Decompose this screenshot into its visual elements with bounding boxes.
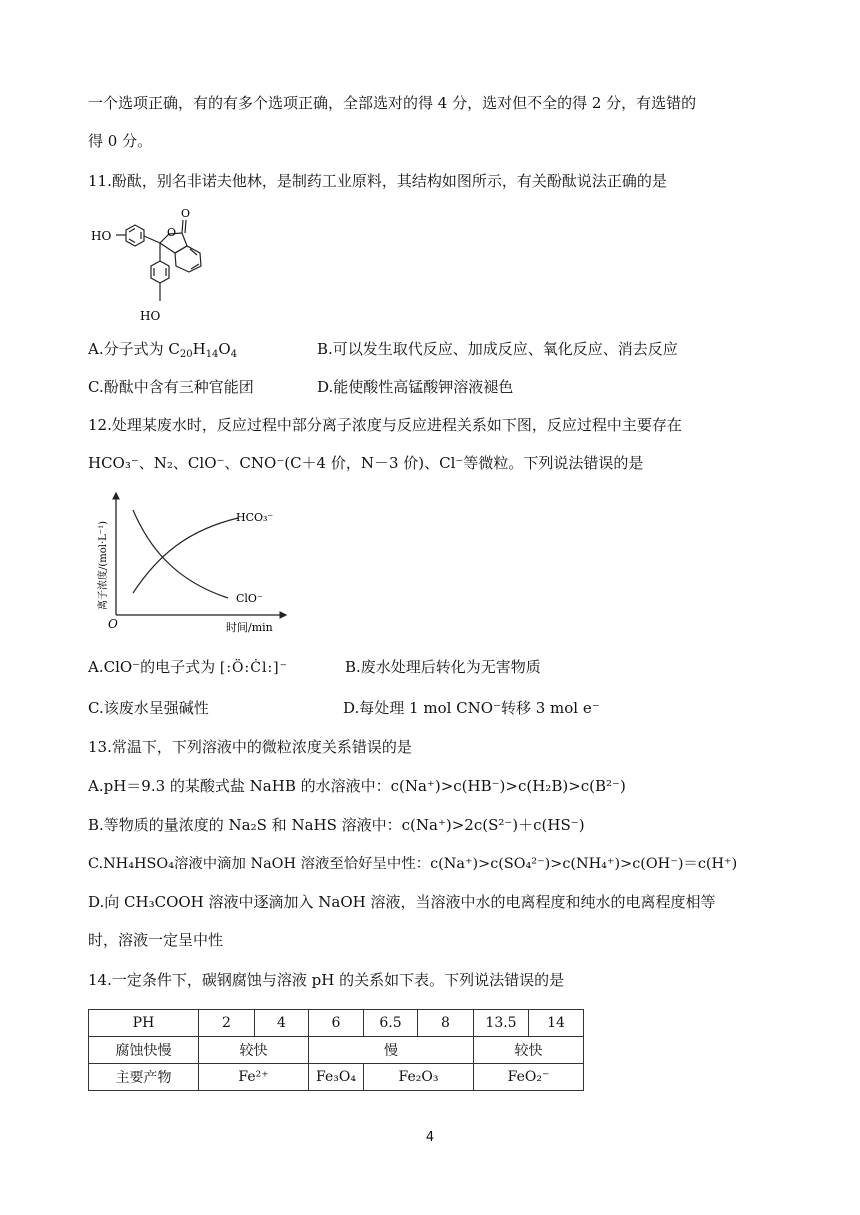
q13-option-b: B.等物质的量浓度的 Na₂S 和 NaHS 溶液中：c(Na⁺)>2c(S²⁻)＋c(HS⁻)	[88, 816, 585, 834]
struct-ho-bottom: HO	[140, 309, 161, 323]
y-axis-label: 离子浓度/(mol·L⁻¹)	[98, 521, 109, 610]
q12-option-a: A.ClO⁻的电子式为 [:Ö:Ċl:]⁻	[88, 658, 289, 676]
q13-stem: 13.常温下，下列溶液中的微粒浓度关系错误的是	[88, 738, 412, 756]
q13-option-c: C.NH₄HSO₄溶液中滴加 NaOH 溶液至恰好呈中性：c(Na⁺)>c(SO₄²⁻)>c(NH₄⁺)>c(OH⁻)＝c(H⁺)	[88, 856, 738, 872]
q11-option-a: A.分子式为 $C_{20}H_{14}O_4$	[88, 340, 238, 360]
table-row: PH 2 4 6 6.5 8 13.5 14	[89, 1010, 584, 1037]
q12-stem-1: 12.处理某废水时，反应过程中部分离子浓度与反应进程关系如下图，反应过程中主要存在	[88, 416, 682, 434]
q12-option-c: C.该废水呈强碱性	[88, 699, 209, 717]
x-axis-label: 时间/min	[226, 621, 273, 634]
phenolphthalein-structure	[88, 203, 238, 328]
q14-stem: 14.一定条件下，碳钢腐蚀与溶液 pH 的关系如下表。下列说法错误的是	[88, 971, 565, 989]
q11-option-b: B.可以发生取代反应、加成反应、氧化反应、消去反应	[317, 340, 678, 358]
origin-label: O	[108, 617, 118, 631]
q12-option-d: D.每处理 1 mol CNO⁻转移 3 mol e⁻	[343, 699, 600, 717]
page-number: 4	[425, 1130, 435, 1145]
clo-lewis-structure: [:Ö:Ċl:]⁻	[219, 660, 289, 676]
q13-option-d-line-2: 时，溶液一定呈中性	[88, 931, 224, 949]
table-row: 主要产物 Fe²⁺ Fe₃O₄ Fe₂O₃ FeO₂⁻	[89, 1064, 584, 1091]
series-label-hco3: HCO₃⁻	[236, 511, 274, 524]
q12-stem-2: HCO₃⁻、N₂、ClO⁻、CNO⁻(C＋4 价，N－3 价)、Cl⁻等微粒。下列说法错误的是	[88, 454, 644, 472]
clo-curve	[133, 510, 228, 598]
struct-o-carbonyl: O	[181, 207, 191, 220]
intro-line-1: 一个选项正确，有的有多个选项正确，全部选对的得 4 分，选对但不全的得 2 分，有选错的	[88, 94, 697, 112]
struct-ho-top: HO	[91, 229, 112, 243]
q13-option-a: A.pH＝9.3 的某酸式盐 NaHB 的水溶液中：c(Na⁺)>c(HB⁻)>c(H₂B)>c(B²⁻)	[88, 777, 626, 795]
q11-stem: 11.酚酞，别名非诺夫他林，是制药工业原料，其结构如图所示，有关酚酞说法正确的是	[88, 172, 667, 190]
q11-option-d: D.能使酸性高锰酸钾溶液褪色	[317, 378, 514, 396]
corrosion-ph-table	[88, 1009, 584, 1091]
ion-concentration-chart	[88, 485, 288, 635]
intro-line-2: 得 0 分。	[88, 132, 153, 150]
table-row: 腐蚀快慢 较快 慢 较快	[89, 1037, 584, 1064]
q12-option-b: B.废水处理后转化为无害物质	[345, 658, 541, 676]
q11-option-c: C.酚酞中含有三种官能团	[88, 378, 254, 396]
series-label-clo: ClO⁻	[236, 592, 263, 605]
struct-o-ring: O	[167, 226, 177, 239]
q13-option-d-line-1: D.向 CH₃COOH 溶液中逐滴加入 NaOH 溶液，当溶液中水的电离程度和纯水的电离程度相等	[88, 893, 716, 911]
hco3-curve	[133, 518, 238, 593]
